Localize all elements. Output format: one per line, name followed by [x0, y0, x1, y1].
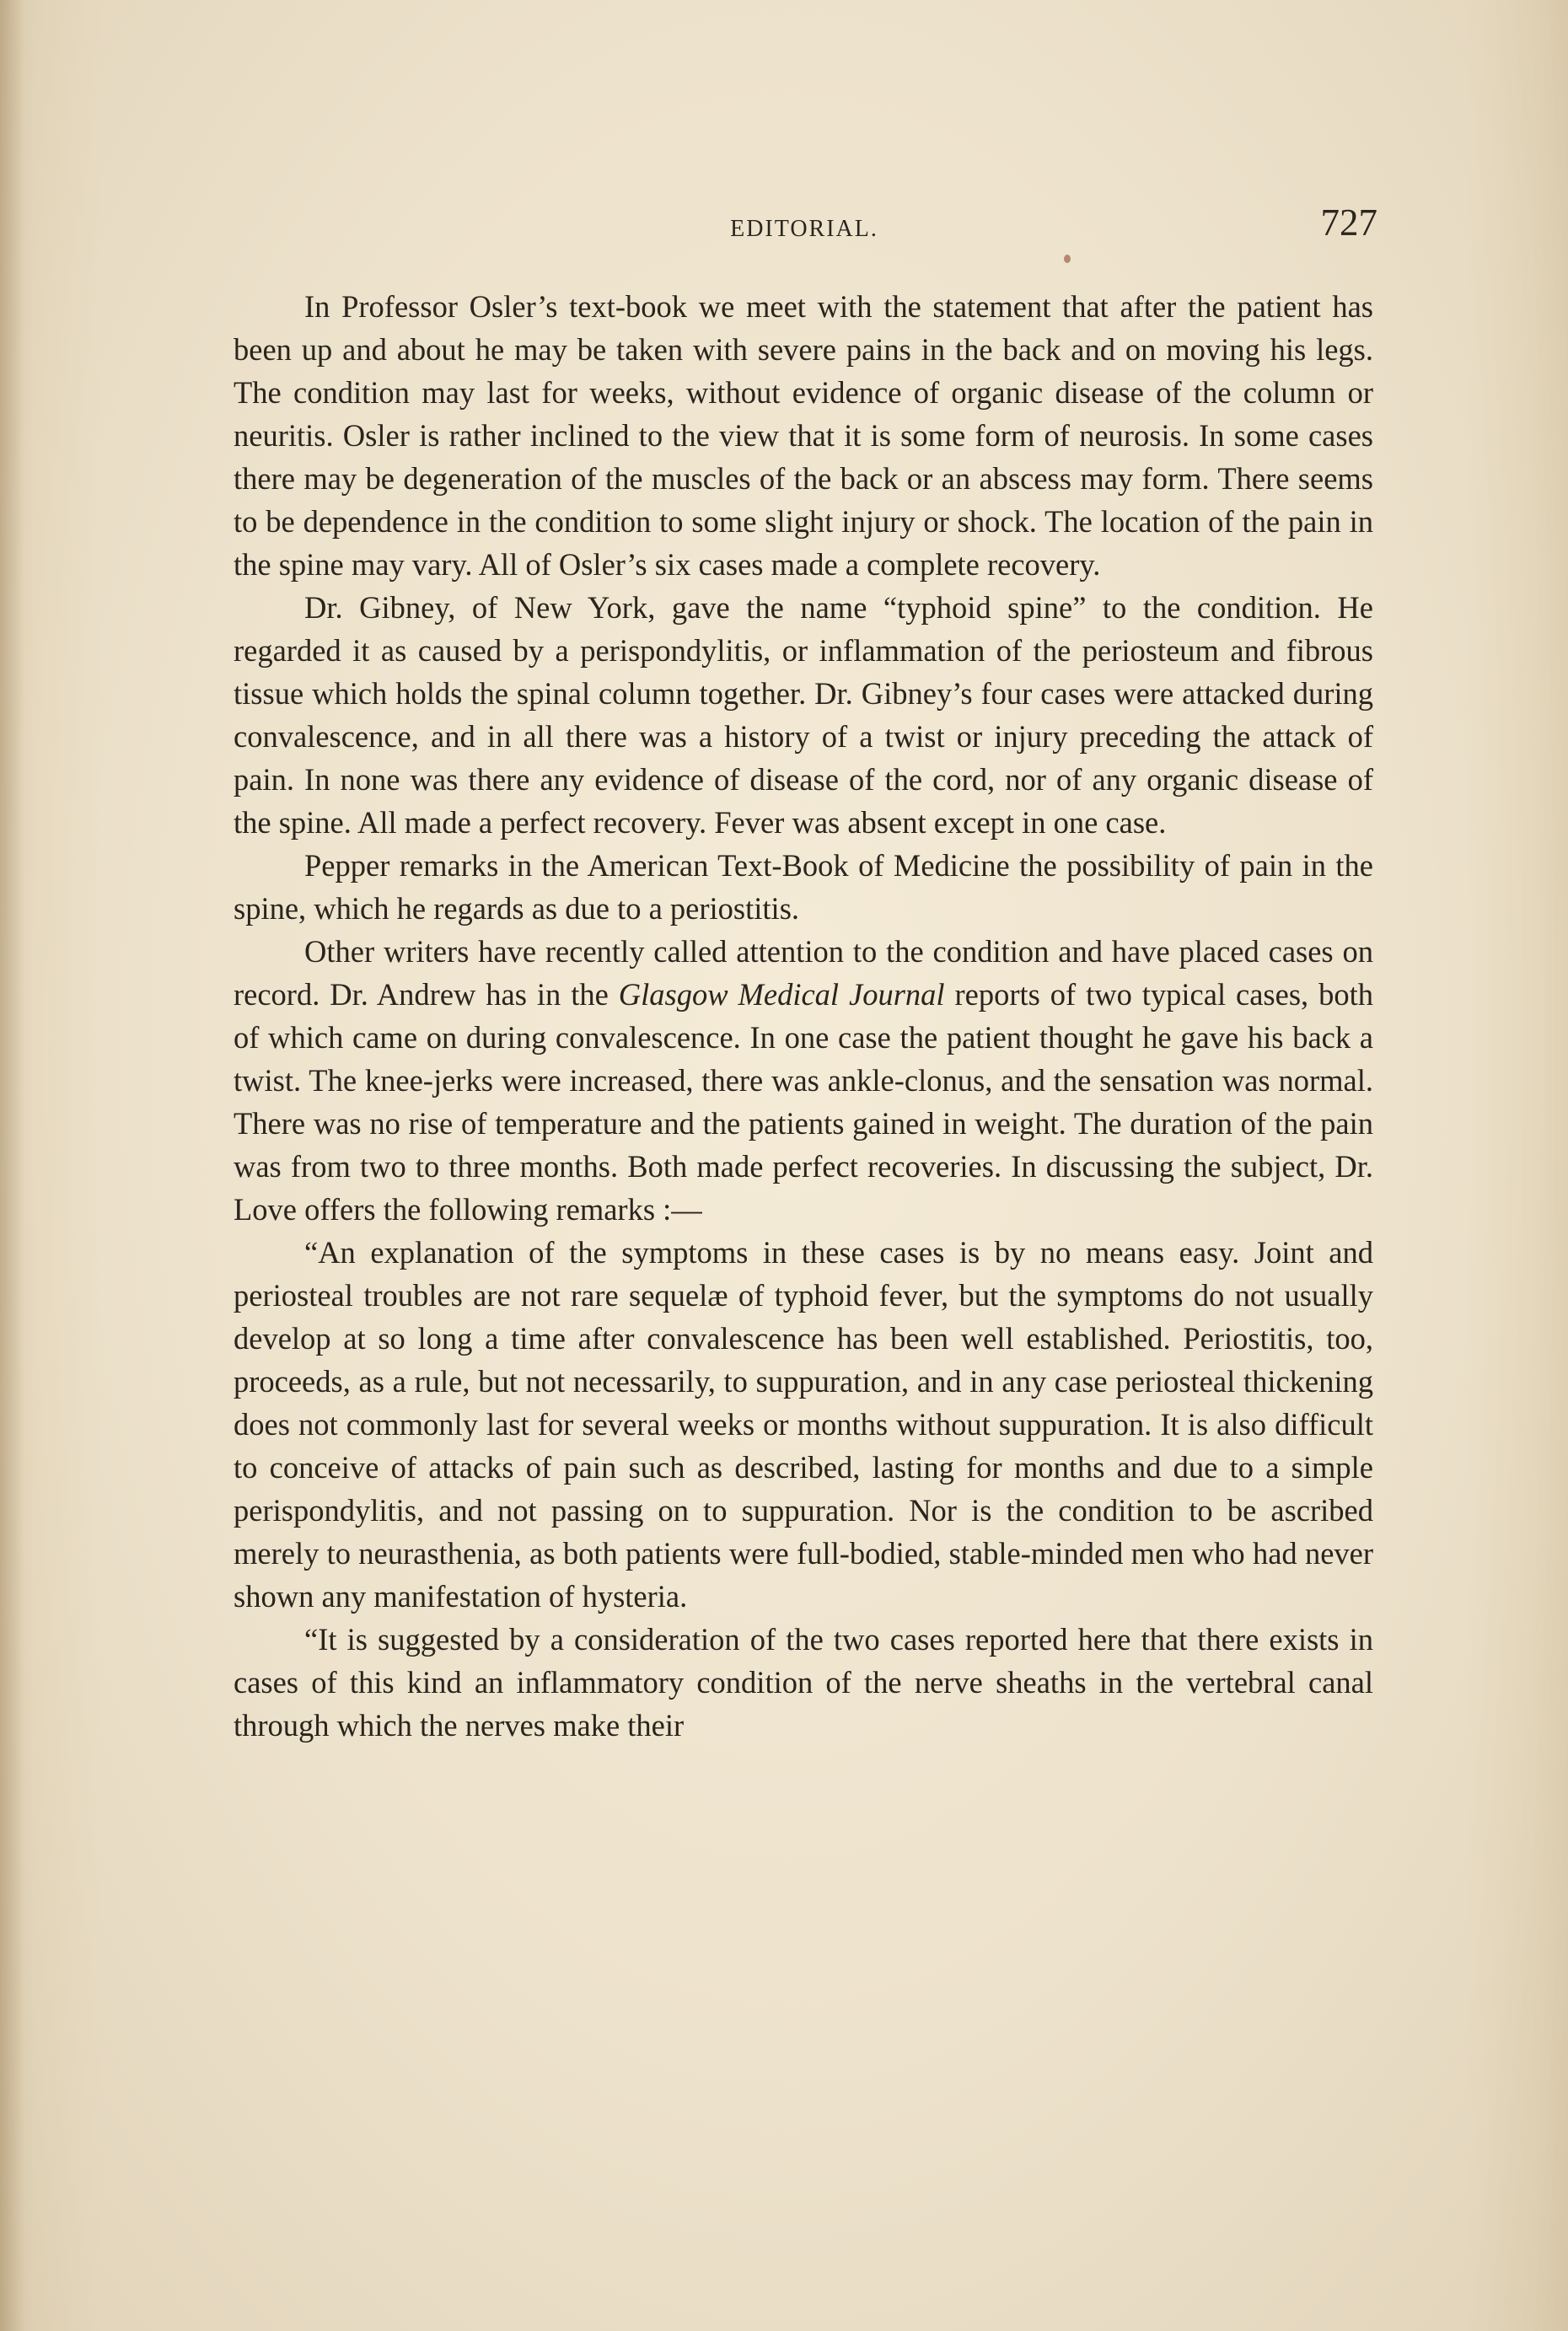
paragraph-other-writers [234, 930, 1373, 1231]
running-head: EDITORIAL. [730, 216, 878, 242]
paragraph-gibney [234, 586, 1373, 844]
paragraph-text: reports of two typical cases, both of which came on during convalescence. In one case the patient thought he gave his back a twist. The knee-jerks were increased, there was ankle-clonus, and the sensation was normal. There was no rise of temperature and the patients gained in weight. The duration of the pain was from two to three months. Both made perfect recoveries. In discussing the subject, Dr. Love offers the following remarks :— [234, 977, 1373, 1227]
journal-title: Glasgow Medical Journal [618, 977, 945, 1012]
paragraph-text: “It is suggested by a consideration of the two cases reported here that there exists in cases of this kind an inflammatory condition of the nerve sheaths in the vertebral canal through which the nerves make their [234, 1622, 1373, 1743]
paragraph-pepper [234, 844, 1373, 930]
binding-shadow [0, 0, 24, 2331]
page-number: 727 [1320, 201, 1377, 244]
paragraph-text: “An explanation of the symptoms in these cases is by no means easy. Joint and periosteal troubles are not rare sequelæ of typhoid fever, but the symptoms do not usually develop at so long a time after convalescence has been well established. Periostitis, too, proceeds, as a rule, but not necessarily, to suppuration, and in any case periosteal thickening does not commonly last for several weeks or months without suppuration. It is also difficult to conceive of attacks of pain such as described, lasting for months and due to a simple perispondylitis, and not passing on to suppuration. Nor is the condition to be ascribed merely to neurasthenia, as both patients were full-bodied, stable-minded men who had never shown any manifestation of hysteria. [234, 1235, 1373, 1614]
paragraph-text: Pepper remarks in the American Text-Book of Medicine the possibility of pain in the spine, which he regards as due to a periostitis. [234, 848, 1373, 926]
paragraph-text: Dr. Gibney, of New York, gave the name “typhoid spine” to the condition. He regarded it as caused by a perispondylitis, or inflammation of the periosteum and fibrous tissue which holds the spinal column together. Dr. Gibney’s four cases were attacked during convalescence, and in all there was a history of a twist or injury preceding the attack of pain. In none was there any evidence of disease of the cord, nor of any organic disease of the spine. All made a perfect recovery. Fever was absent except in one case. [234, 590, 1373, 840]
paragraph-text: In Professor Osler’s text-book we meet with the statement that after the patient has been up and about he may be taken with severe pains in the back and on moving his legs. The condition may last for weeks, without evidence of organic disease of the column or neuritis. Osler is rather inclined to the view that it is some form of neurosis. In some cases there may be degeneration of the muscles of the back or an abscess may form. There seems to be dependence in the condition to some slight injury or shock. The location of the pain in the spine may vary. All of Osler’s six cases made a complete recovery. [234, 289, 1373, 582]
ink-speck [1064, 255, 1071, 263]
paragraph-quote-explanation [234, 1231, 1373, 1618]
paragraph-osler [234, 285, 1373, 586]
page-header [231, 201, 1377, 251]
paragraph-quote-suggestion [234, 1618, 1373, 1747]
paragraph-text: Other writers have recently called attention to the condition and have placed cases on record. Dr. Andrew has in the [234, 934, 1373, 1012]
body-text [234, 285, 1373, 1747]
